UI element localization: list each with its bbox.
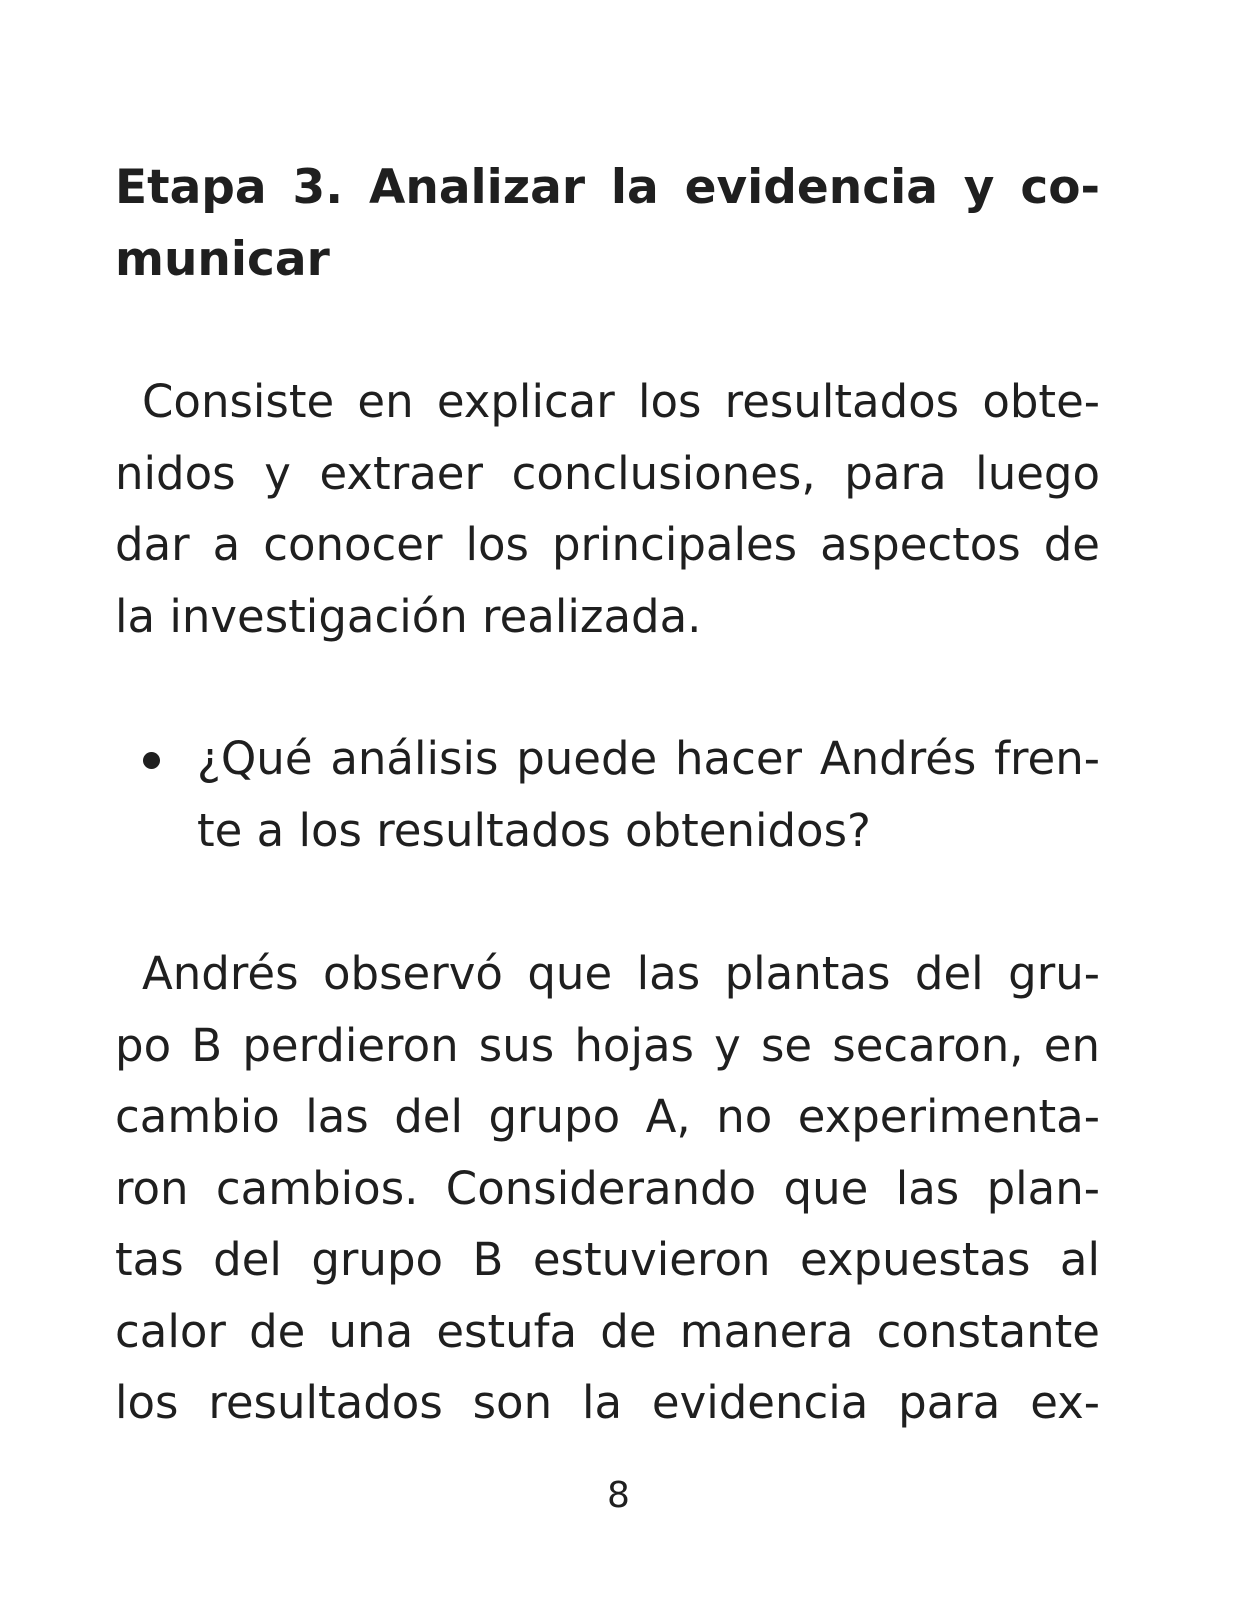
paragraph-line: los resultados son la evidencia para ex-: [115, 1376, 1100, 1429]
bullet-line: ¿Qué análisis puede hacer Andrés fren-: [197, 732, 1100, 785]
bullet-text: [197, 723, 1100, 866]
paragraph-line: nidos y extraer conclusiones, para luego: [115, 446, 1100, 500]
paragraph-line: calor de una estufa de manera constante: [115, 1304, 1100, 1358]
section-heading: [115, 152, 1100, 296]
paragraph-line: po B perdieron sus hojas y se secaron, en: [115, 1018, 1100, 1072]
paragraph-line: dar a conocer los principales aspectos de: [115, 518, 1100, 571]
paragraph-line: ron cambios. Considerando que las plan-: [115, 1161, 1100, 1215]
intro-paragraph: [115, 366, 1100, 652]
paragraph-line: la investigación realizada.: [115, 589, 702, 643]
heading-line: Etapa 3. Analizar la evidencia y co-: [115, 160, 1100, 215]
paragraph-line: Andrés observó que las plantas del gru-: [142, 947, 1100, 1000]
heading-line: municar: [115, 232, 330, 287]
paragraph-line: cambio las del grupo A, no experimenta-: [115, 1090, 1100, 1143]
paragraph-line: tas del grupo B estuvieron expuestas al: [115, 1233, 1100, 1286]
bullet-line: te a los resultados obtenidos?: [197, 803, 871, 857]
paragraph-line: Consiste en explicar los resultados obte-: [142, 375, 1100, 428]
analysis-paragraph: [115, 938, 1100, 1439]
page-number: 8: [607, 1475, 630, 1516]
bullet-dot-icon: [143, 752, 160, 769]
